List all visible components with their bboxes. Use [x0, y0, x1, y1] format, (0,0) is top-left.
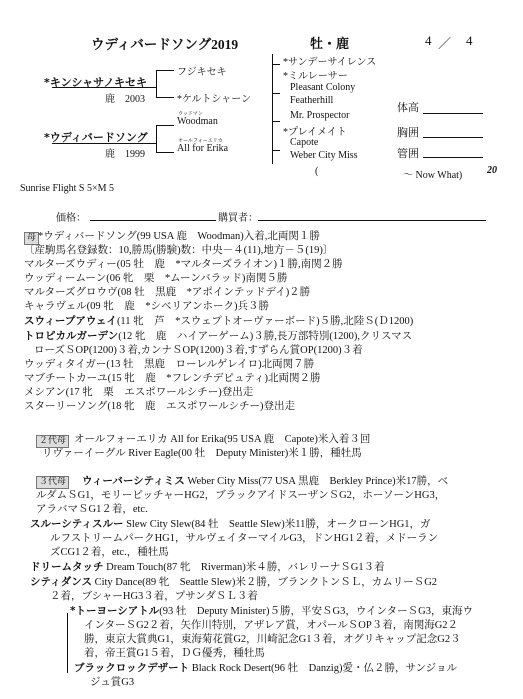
pedigree-close-text: ～ Now What) [403, 170, 463, 181]
dam-name: *ウディバードソング [44, 131, 148, 144]
chest-label: 胸囲 [397, 127, 419, 139]
ggd-grandoffspring-1-cont2: 勝，東京大賞典G1，東海菊花賞G2，川崎記念G1３着，オグリキャップ記念G2３ [84, 634, 461, 645]
granddam-offspring-1: リヴァーイーグル River Eagle(00 牡 Deputy Minister)米１勝，種牡馬 [42, 448, 362, 459]
offspring-6: トロピカルガーデン(12 牝 鹿 ハイアーゲーム)３勝,長万部特別(1200),クリスマス [24, 330, 413, 342]
dam-sire: Woodman [177, 116, 218, 127]
offspring-10: スターリーソング(18 牝 鹿 エスポワールシチー)登出走 [24, 401, 296, 412]
greatgranddam-section [24, 474, 499, 690]
ggd-offspring-1: スルーシティスルー Slew City Slew(84 牡 Seattle Slew)米11勝，オークローンHG1，ガ [30, 518, 431, 530]
ancestor-5: Mr. Prospector [290, 110, 350, 121]
offspring-4: キャラヴェル(09 牝 鹿 *シベリアンホーク)兵３勝 [24, 301, 270, 312]
ggd-grandoffspring-2: ブラックロックデザート Black Rock Desert(96 牡 Danzig)愛・仏２勝，サンジョル [74, 662, 457, 674]
ancestor-3: Pleasant Colony [290, 82, 356, 93]
sire-sire: フジキセキ [177, 67, 227, 78]
ancestor-1: *サンデーサイレンス [283, 57, 377, 68]
offspring-7: ウッディタイガー(13 牡 黒鹿 ローレルゲレイロ)北両関７勝 [24, 359, 315, 370]
section-label-greatgranddam: ３代母 [36, 476, 69, 489]
sire-color-year: 鹿 2003 [105, 94, 145, 105]
inbreeding-note: Sunrise Flight S 5×M 5 [20, 183, 114, 194]
offspring-9: メシアン(17 牝 栗 エスポワールシチー)登出走 [24, 387, 254, 398]
birth-day: 4 [466, 33, 473, 48]
ggd-grandoffspring-1-cont1: インターＳG2２着，矢作川特別，アザレア賞，オパールＳOP３着，南関海G2２ [84, 620, 459, 631]
section-label-granddam: ２代母 [36, 435, 69, 448]
sire-dam: *ケルトシャーン [177, 94, 252, 105]
granddam-section [24, 433, 499, 461]
ggd-record: ウィーバーシティミス Weber City Miss(77 USA 黒鹿 Berkley Prince)米17勝，ベ [82, 475, 449, 487]
ggd-offspring-2: ドリームタッチ Dream Touch(87 牝 Riverman)米４勝，バレリーナＳG1３着 [30, 561, 385, 573]
offspring-5: スウィープアウェイ(11 牝 芦 *スウェプトオーヴァーボード)５勝,北陸Ｓ(Ｄ1200) [24, 315, 414, 327]
ancestor-7: Capote [290, 137, 319, 148]
granddam-record: オールフォーエリカ All for Erika(95 USA 鹿 Capote)米入着３回 [74, 434, 371, 445]
horse-title: ウディバードソング2019 [91, 37, 239, 52]
birth-month: 4 [425, 33, 432, 48]
offspring-6-cont: ローズＳOP(1200)３着,カンナＳOP(1200)３着,すずらん賞OP(1200)３着 [34, 345, 363, 356]
sire-name: *キンシャサノキセキ [44, 76, 147, 89]
dam-section [24, 230, 499, 414]
ggd-record-cont2: アラバマＳG1２着，etc. [36, 504, 148, 515]
ggd-grandoffspring-2-cont: ジュ賞G3 [90, 677, 135, 688]
offspring-2: ウッディームーン(06 牝 栗 *ムーンバラッド)南関５勝 [24, 273, 288, 284]
date-separator: ／ [438, 36, 452, 51]
ggd-grandoffspring-1-cont3: 着，帝王賞G1５着，ＤＧ優秀，種牡馬 [84, 648, 265, 659]
ancestor-4: Featherhill [290, 95, 334, 106]
ggd-offspring-3-cont: ２着，ブシャーHG3３着，プサンダＳＬ３着 [50, 591, 258, 602]
ggd-offspring-3: シティダンス City Dance(89 牝 Seattle Slew)米２勝，ブランクトンＳＬ，カムリーＳG2 [30, 576, 438, 588]
dam-sire-ruby: ウッドマン [178, 112, 203, 117]
ancestor-2: *ミルレーサー [283, 71, 348, 82]
price-label: 価格： [56, 213, 86, 224]
dam-dam: All for Erika [177, 143, 229, 154]
dam-record: *ウディバードソング(99 USA 鹿 Woodman)入着,北両関１勝 [38, 231, 320, 242]
height-label: 体高 [397, 102, 419, 114]
dam-dam-ruby: オールフォーエリカ [178, 139, 223, 144]
offspring-3: マルターズグロウヴ(08 牡 黒鹿 *アポインテッドデイ)２勝 [24, 287, 311, 298]
offspring-8: マブチートカーユ(15 牝 鹿 *フレンチデピュティ)北両関２勝 [24, 373, 321, 384]
cannon-label: 管囲 [397, 148, 419, 160]
section-label-dam: 母 [24, 232, 39, 245]
dam-color-year: 鹿 1999 [105, 149, 145, 160]
ggd-offspring-1-cont2: ズCG1２着，etc.，種牡馬 [50, 547, 169, 558]
page-number: 20 [487, 165, 497, 176]
ggd-grandoffspring-1: *トーヨーシアトル(93 牡 Deputy Minister)５勝，平安ＳG3，ウインターＳG3，東海ウ [70, 605, 473, 617]
ggd-record-cont1: ルダムＳG1，モリーピッチャーHG2，ブラックアイドスーザンＳG2，ホーソーンHG3， [36, 490, 446, 501]
dam-offspring-summary: 〔産駒馬名登録数：10,勝馬(勝験)数：中央－４(11),地方－５(19)〕 [24, 245, 334, 256]
ancestor-6: *プレイメイト [283, 127, 347, 138]
offspring-1: マルターズウディー(05 牡 鹿 *マルターズライオン)１勝,南関２勝 [24, 259, 343, 270]
ancestor-8: Weber City Miss [290, 150, 358, 161]
buyer-label: 購買者： [218, 213, 258, 224]
sex-color: 牡・鹿 [310, 36, 350, 51]
pedigree-open-paren: ( [315, 166, 319, 177]
ggd-offspring-1-cont1: ルフストリームパークHG1，サルヴェイターマイルG3，ドンHG1２着，メドーラン [50, 533, 439, 544]
